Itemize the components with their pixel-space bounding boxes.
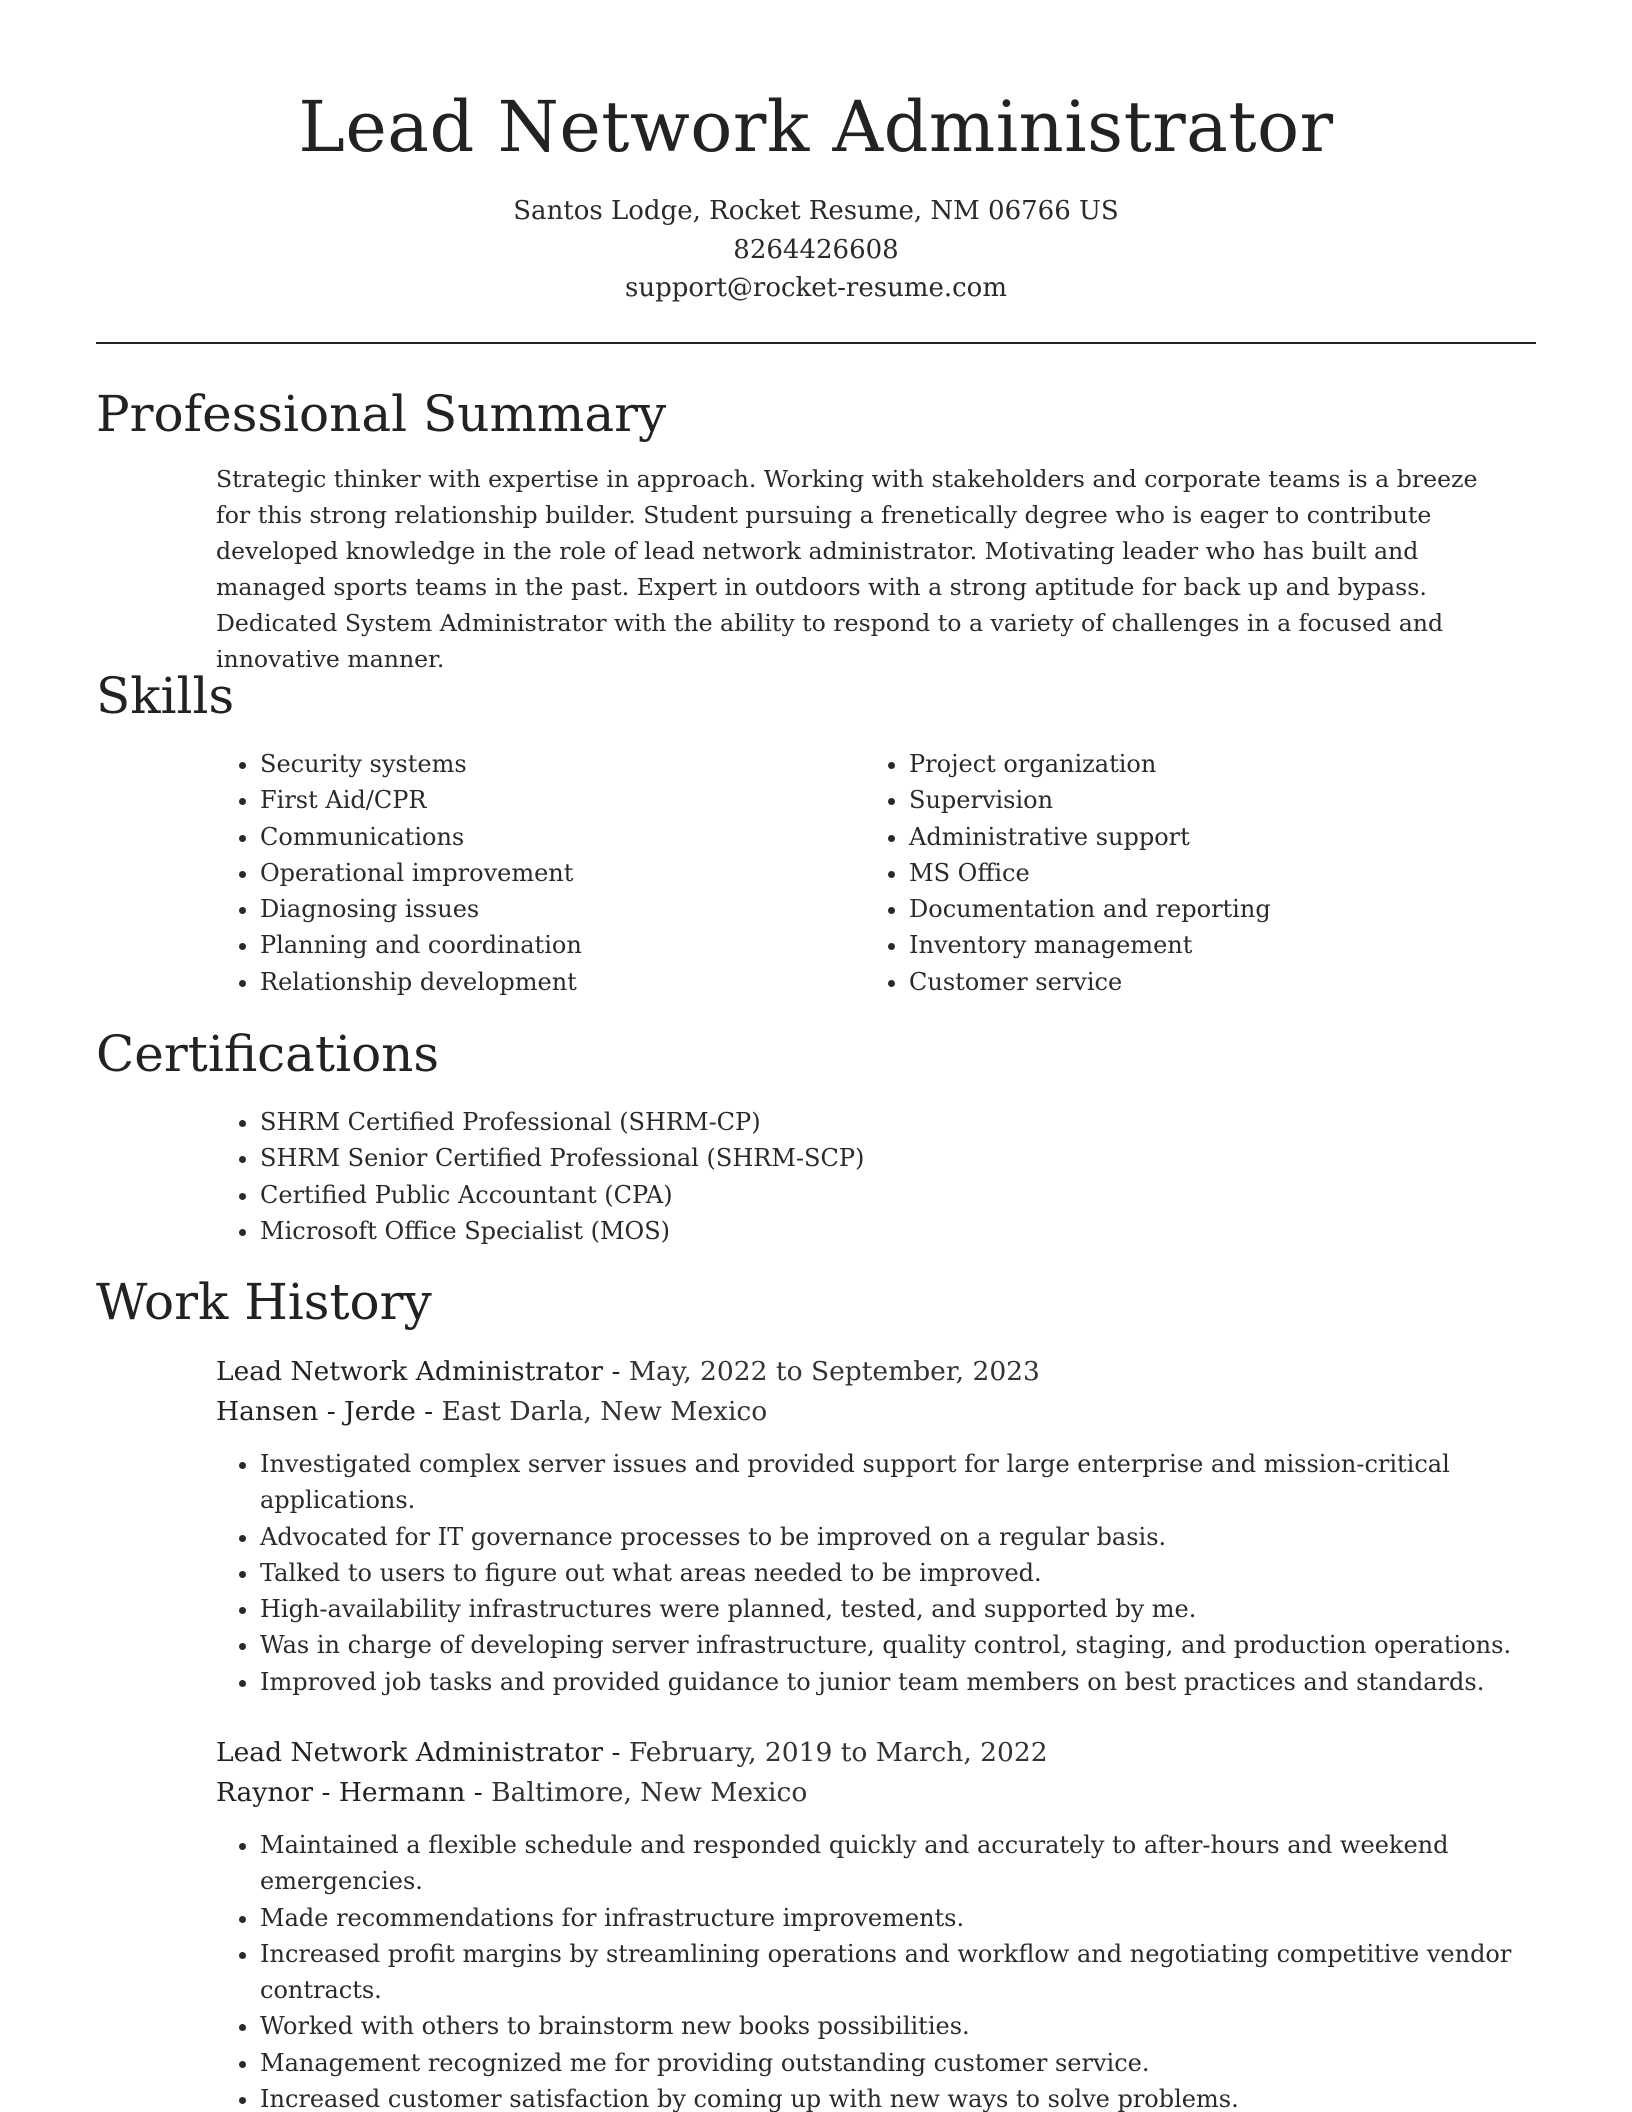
skills-list-left — [216, 746, 820, 1000]
work-history-heading: Work History — [96, 1273, 432, 1331]
skills-heading: Skills — [96, 667, 235, 725]
list-item: • Was in charge of developing server infrastructure, quality control, staging, and production operations. — [260, 1627, 1550, 1663]
list-item: • Documentation and reporting — [909, 891, 1529, 927]
list-item: • Increased profit margins by streamlining operations and workflow and negotiating competitive vendor contracts. — [260, 1936, 1550, 2009]
job-location: East Darla, New Mexico — [441, 1396, 768, 1427]
job-company: Raynor - Hermann — [216, 1777, 466, 1808]
job-dates: February, 2019 to March, 2022 — [628, 1737, 1048, 1768]
list-item: • High-availability infrastructures were planned, tested, and supported by me. — [260, 1591, 1550, 1627]
list-item: • Certified Public Accountant (CPA) — [260, 1177, 1460, 1213]
list-item: • Increased customer satisfaction by coming up with new ways to solve problems. — [260, 2081, 1550, 2112]
job-dates: May, 2022 to September, 2023 — [628, 1356, 1040, 1387]
list-item: • Security systems — [260, 746, 820, 782]
contact-phone: 8264426608 — [733, 234, 899, 265]
list-item: • Inventory management — [909, 927, 1529, 963]
list-item: • SHRM Certified Professional (SHRM-CP) — [260, 1104, 1460, 1140]
list-item: • Talked to users to figure out what areas needed to be improved. — [260, 1555, 1550, 1591]
contact-block — [0, 192, 1632, 308]
separator: - — [603, 1356, 629, 1387]
job-title-line — [216, 1734, 1048, 1772]
summary-heading: Professional Summary — [96, 385, 667, 443]
list-item: • Project organization — [909, 746, 1529, 782]
job-location: Baltimore, New Mexico — [491, 1777, 808, 1808]
separator: - — [465, 1777, 492, 1808]
certifications-heading: Certifications — [96, 1025, 440, 1083]
job-title: Lead Network Administrator — [216, 1737, 604, 1768]
job-company: Hansen - Jerde — [216, 1396, 416, 1427]
list-item: • Relationship development — [260, 964, 820, 1000]
job-title-line — [216, 1353, 1040, 1391]
list-item: • Improved job tasks and provided guidance to junior team members on best practices and standards. — [260, 1664, 1550, 1700]
list-item: • Investigated complex server issues and provided support for large enterprise and mission-critical applications. — [260, 1446, 1550, 1519]
skills-list-right — [865, 746, 1529, 1000]
list-item: • Microsoft Office Specialist (MOS) — [260, 1213, 1460, 1249]
certifications-list — [216, 1104, 1460, 1249]
list-item: • Management recognized me for providing outstanding customer service. — [260, 2045, 1550, 2081]
list-item: • Communications — [260, 819, 820, 855]
job-bullets — [216, 1446, 1550, 1700]
job-title: Lead Network Administrator — [216, 1356, 604, 1387]
resume-name: Lead Network Administrator — [298, 86, 1334, 168]
summary-text: Strategic thinker with expertise in approach. Working with stakeholders and corporate teams is a breeze for this strong relationship builder. Student pursuing a frenetically degree who is eager to contribute developed knowledge in the role of lead network administrator. Motivating leader who has built and managed sports teams in the past. Expert in outdoors with a strong aptitude for back up and bypass. Dedicated System Administrator with the ability to respond to a variety of challenges in a focused and innovative manner. — [216, 465, 1478, 673]
separator: - — [415, 1396, 442, 1427]
list-item: • Administrative support — [909, 819, 1529, 855]
list-item: • Maintained a flexible schedule and responded quickly and accurately to after-hours and weekend emergencies. — [260, 1827, 1550, 1900]
list-item: • First Aid/CPR — [260, 782, 820, 818]
list-item: • Planning and coordination — [260, 927, 820, 963]
list-item: • Made recommendations for infrastructure improvements. — [260, 1900, 1550, 1936]
list-item: • Customer service — [909, 964, 1529, 1000]
job-company-line — [216, 1774, 807, 1812]
list-item: • Operational improvement — [260, 855, 820, 891]
header-divider — [96, 342, 1536, 344]
separator: - — [603, 1737, 629, 1768]
job-bullets — [216, 1827, 1550, 2112]
contact-address: Santos Lodge, Rocket Resume, NM 06766 US — [513, 196, 1119, 226]
list-item: • Worked with others to brainstorm new books possibilities. — [260, 2008, 1550, 2044]
contact-email: support@rocket-resume.com — [624, 273, 1007, 303]
list-item: • Diagnosing issues — [260, 891, 820, 927]
list-item: • Advocated for IT governance processes to be improved on a regular basis. — [260, 1519, 1550, 1555]
list-item: • Supervision — [909, 782, 1529, 818]
list-item: • SHRM Senior Certified Professional (SHRM-SCP) — [260, 1140, 1460, 1176]
list-item: • MS Office — [909, 855, 1529, 891]
job-company-line — [216, 1393, 767, 1431]
